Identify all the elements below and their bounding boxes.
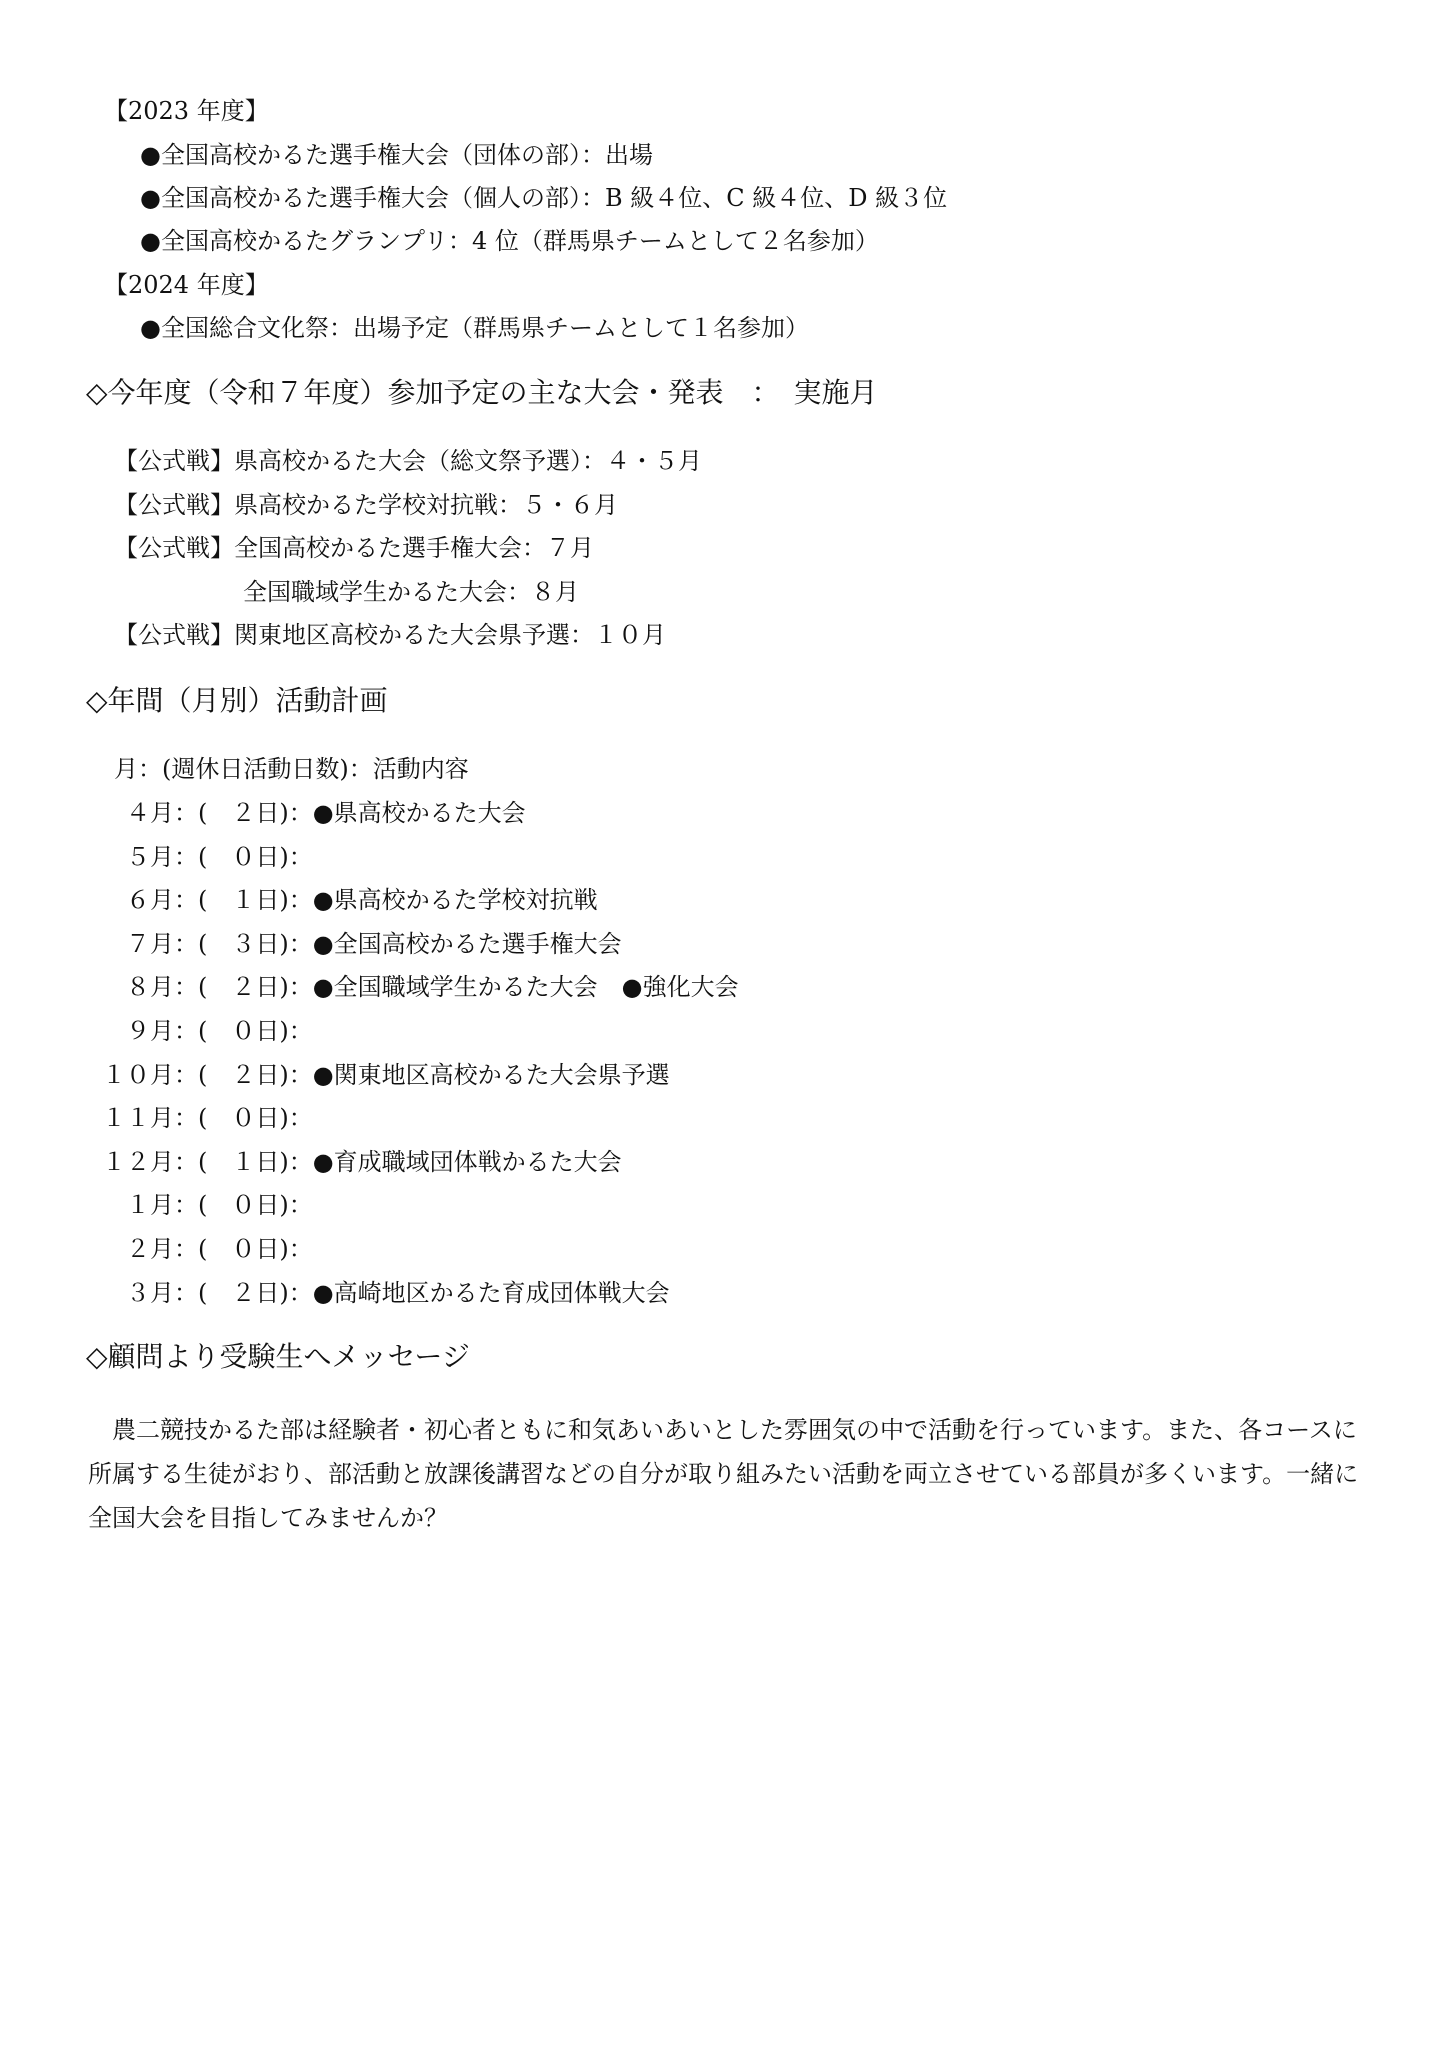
schedule-activity: ( ０日)： (198, 843, 313, 871)
schedule-month: ４月： (126, 799, 198, 827)
schedule-activity: ( ０日)： (198, 1235, 313, 1263)
schedule-month: ２月： (126, 1235, 198, 1263)
result-item: ●全国高校かるた選手権大会（団体の部）：出場 (140, 141, 653, 169)
tournament-item: 【公式戦】県高校かるた学校対抗戦：５・６月 (114, 491, 618, 519)
tournaments-heading: ◇今年度（令和７年度）参加予定の主な大会・発表 ： 実施月 (86, 376, 878, 409)
result-item: ●全国高校かるた選手権大会（個人の部）：B 級４位、C 級４位、D 級３位 (140, 184, 948, 212)
schedule-activity: ( ０日)： (198, 1191, 313, 1219)
schedule-activity: ( ２日)：●高崎地区かるた育成団体戦大会 (198, 1279, 670, 1307)
schedule-month: １月： (126, 1191, 198, 1219)
schedule-month: １２月： (102, 1148, 198, 1176)
result-item: ●全国総合文化祭：出場予定（群馬県チームとして１名参加） (140, 314, 809, 342)
schedule-activity: ( ２日)：●全国職域学生かるた大会 ●強化大会 (198, 973, 739, 1001)
schedule-activity: ( ２日)：●関東地区高校かるた大会県予選 (198, 1061, 670, 1089)
schedule-activity: ( １日)：●育成職域団体戦かるた大会 (198, 1148, 622, 1176)
schedule-month: ６月： (126, 886, 198, 914)
schedule-activity: ( ０日)： (198, 1104, 313, 1132)
schedule-month: ３月： (126, 1279, 198, 1307)
schedule-activity: ( １日)：●県高校かるた学校対抗戦 (198, 886, 598, 914)
tournament-item: 【公式戦】全国高校かるた選手権大会：７月 (114, 534, 594, 562)
result-item: ●全国高校かるたグランプリ：4 位（群馬県チームとして２名参加） (140, 227, 879, 255)
year-2024-label: 【2024 年度】 (104, 271, 269, 299)
schedule-activity: ( ２日)：●県高校かるた大会 (198, 799, 526, 827)
tournament-item: 【公式戦】県高校かるた大会（総文祭予選）：４・５月 (114, 447, 702, 475)
schedule-month: ９月： (126, 1017, 198, 1045)
year-2023-label: 【2023 年度】 (104, 97, 269, 125)
schedule-month: ５月： (126, 843, 198, 871)
schedule-heading: ◇年間（月別）活動計画 (86, 684, 388, 717)
schedule-month: １０月： (102, 1061, 198, 1089)
schedule-activity: ( ０日)： (198, 1017, 313, 1045)
schedule-month: ７月： (126, 930, 198, 958)
message-heading: ◇顧問より受験生へメッセージ (86, 1340, 470, 1373)
tournament-item: 【公式戦】関東地区高校かるた大会県予選：１０月 (114, 621, 666, 649)
schedule-month: １１月： (102, 1104, 198, 1132)
schedule-activity: ( ３日)：●全国高校かるた選手権大会 (198, 930, 622, 958)
schedule-month: ８月： (126, 973, 198, 1001)
tournament-item: 全国職域学生かるた大会：８月 (243, 578, 579, 606)
schedule-header: 月：(週休日活動日数)：活動内容 (114, 755, 469, 783)
message-body: 農二競技かるた部は経験者・初心者ともに和気あいあいとした雰囲気の中で活動を行っています。また、各コースに所属する生徒がおり、部活動と放課後講習などの自分が取り組みたい活動を両立させている部員が多くいます。一緒に全国大会を目指してみませんか？ (88, 1416, 1359, 1532)
